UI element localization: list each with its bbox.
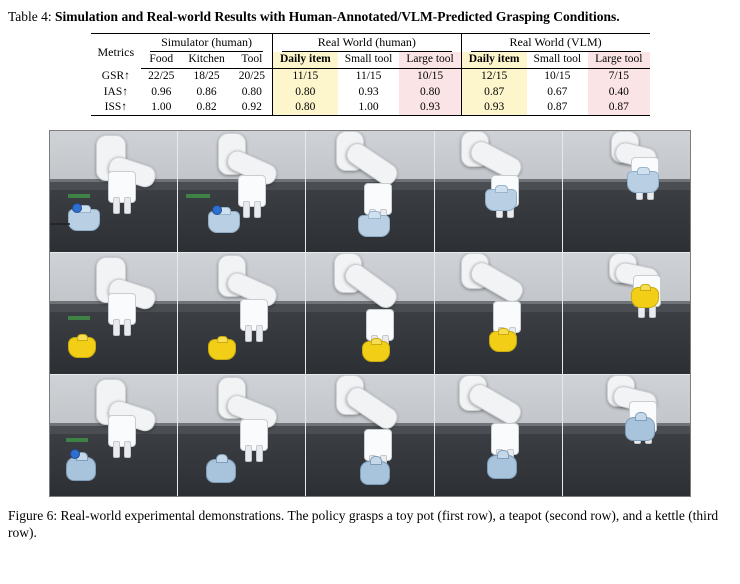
scene: [435, 131, 562, 252]
metrics-header-cell: Metrics: [91, 34, 142, 69]
subheader-daily-item-human: Daily item: [272, 52, 337, 69]
cell-gsr-small-tool-vlm: 10/15: [544, 70, 571, 83]
figure-caption-text: Real-world experimental demonstrations. The policy grasps a toy pot (first row), a teapot (second row), and a kettle (third row).: [8, 507, 719, 541]
figure-frame: [50, 375, 178, 496]
scene: [435, 375, 562, 496]
scene: [178, 375, 305, 496]
subheader-large-tool-human: Large tool: [399, 52, 461, 69]
scene: [563, 375, 690, 496]
scene: [50, 131, 177, 252]
cell-ias-small-tool-human: 0.93: [358, 85, 379, 98]
figure-frame: [435, 375, 563, 496]
figure-frame: [306, 131, 434, 252]
figure-frame: [178, 253, 306, 374]
cell-iss-large-tool-human: 0.93: [399, 100, 461, 116]
row-metric-label: ISS↑: [91, 100, 142, 116]
subheader-daily-item-vlm: Daily item: [461, 52, 526, 69]
scene: [435, 253, 562, 374]
figure-frame: [435, 131, 563, 252]
figure-frame: [178, 375, 306, 496]
scene: [50, 375, 177, 496]
scene: [178, 253, 305, 374]
group-header-real-world-vlm-label: Real World (VLM): [471, 36, 641, 52]
figure-frame: [50, 253, 178, 374]
figure-frame: [435, 253, 563, 374]
group-header-real-world-human-label: Real World (human): [282, 36, 452, 52]
figure-image-grid: [49, 130, 691, 497]
scene: [306, 131, 433, 252]
cell-ias-large-tool-human: 0.80: [399, 85, 461, 100]
table-group-header-row: [91, 34, 650, 52]
cell-ias-tool: 0.80: [241, 85, 262, 98]
subheader-small-tool-vlm: Small tool: [527, 52, 589, 69]
scene: [563, 131, 690, 252]
figure-row-kettle: [50, 374, 690, 496]
scene: [306, 375, 433, 496]
cell-gsr-small-tool-human: 11/15: [355, 70, 382, 83]
figure-frame: [563, 375, 690, 496]
figure-row-toy-pot: [50, 131, 690, 252]
cell-gsr-food: 22/25: [148, 70, 175, 83]
table-caption-text: Simulation and Real-world Results with Human-Annotated/VLM-Predicted Grasping Conditions.: [55, 9, 620, 24]
cell-ias-kitchen: 0.86: [196, 85, 217, 98]
results-table: [91, 33, 650, 116]
cell-iss-kitchen: 0.82: [181, 100, 231, 116]
figure-frame: [563, 131, 690, 252]
cell-gsr-daily-item-vlm: 12/15: [461, 69, 526, 85]
cell-iss-food: 1.00: [141, 100, 181, 116]
table-row: [91, 100, 650, 116]
row-metric-label: IAS↑: [103, 85, 128, 98]
group-header-real-world-human: [272, 34, 461, 52]
subheader-large-tool-vlm: Large tool: [588, 52, 649, 69]
figure-row-teapot: [50, 252, 690, 374]
cell-iss-large-tool-vlm: 0.87: [588, 100, 649, 116]
cell-iss-tool: 0.92: [232, 100, 273, 116]
scene: [563, 253, 690, 374]
cell-iss-small-tool-vlm: 0.87: [527, 100, 589, 116]
cell-iss-daily-item-human: 0.80: [272, 100, 337, 116]
table-row: [91, 69, 650, 85]
cell-ias-daily-item-human: 0.80: [272, 85, 337, 100]
figure-frame: [50, 131, 178, 252]
figure-frame: [306, 253, 434, 374]
cell-gsr-large-tool-vlm: 7/15: [588, 69, 649, 85]
table-caption: [8, 8, 732, 25]
figure-frame: [178, 131, 306, 252]
cell-iss-small-tool-human: 1.00: [338, 100, 400, 116]
cell-gsr-tool: 20/25: [238, 70, 265, 83]
subheader-food: Food: [141, 52, 181, 69]
cell-gsr-large-tool-human: 10/15: [399, 69, 461, 85]
subheader-small-tool-human: Small tool: [338, 52, 400, 69]
cell-iss-daily-item-vlm: 0.93: [461, 100, 526, 116]
group-header-simulator-human: [141, 34, 272, 52]
group-header-simulator-human-label: Simulator (human): [150, 36, 263, 52]
figure-block: [8, 130, 732, 497]
figure-frame: [306, 375, 434, 496]
scene: [178, 131, 305, 252]
cell-ias-small-tool-vlm: 0.67: [547, 85, 568, 98]
cell-ias-food: 0.96: [151, 85, 172, 98]
table-row: [91, 85, 650, 100]
cell-gsr-daily-item-human: 11/15: [272, 69, 337, 85]
cell-ias-large-tool-vlm: 0.40: [588, 85, 649, 100]
subheader-tool: Tool: [232, 52, 273, 69]
group-header-real-world-vlm: [461, 34, 649, 52]
figure-caption: [8, 507, 732, 542]
table-caption-label: Table 4:: [8, 9, 52, 24]
figure-frame: [563, 253, 690, 374]
cell-gsr-kitchen: 18/25: [193, 70, 220, 83]
row-metric-label: GSR↑: [101, 70, 130, 83]
cell-ias-daily-item-vlm: 0.87: [461, 85, 526, 100]
table-sub-header-row: [91, 52, 650, 69]
scene: [50, 253, 177, 374]
scene: [306, 253, 433, 374]
subheader-kitchen: Kitchen: [181, 52, 231, 69]
figure-caption-label: Figure 6:: [8, 507, 58, 523]
